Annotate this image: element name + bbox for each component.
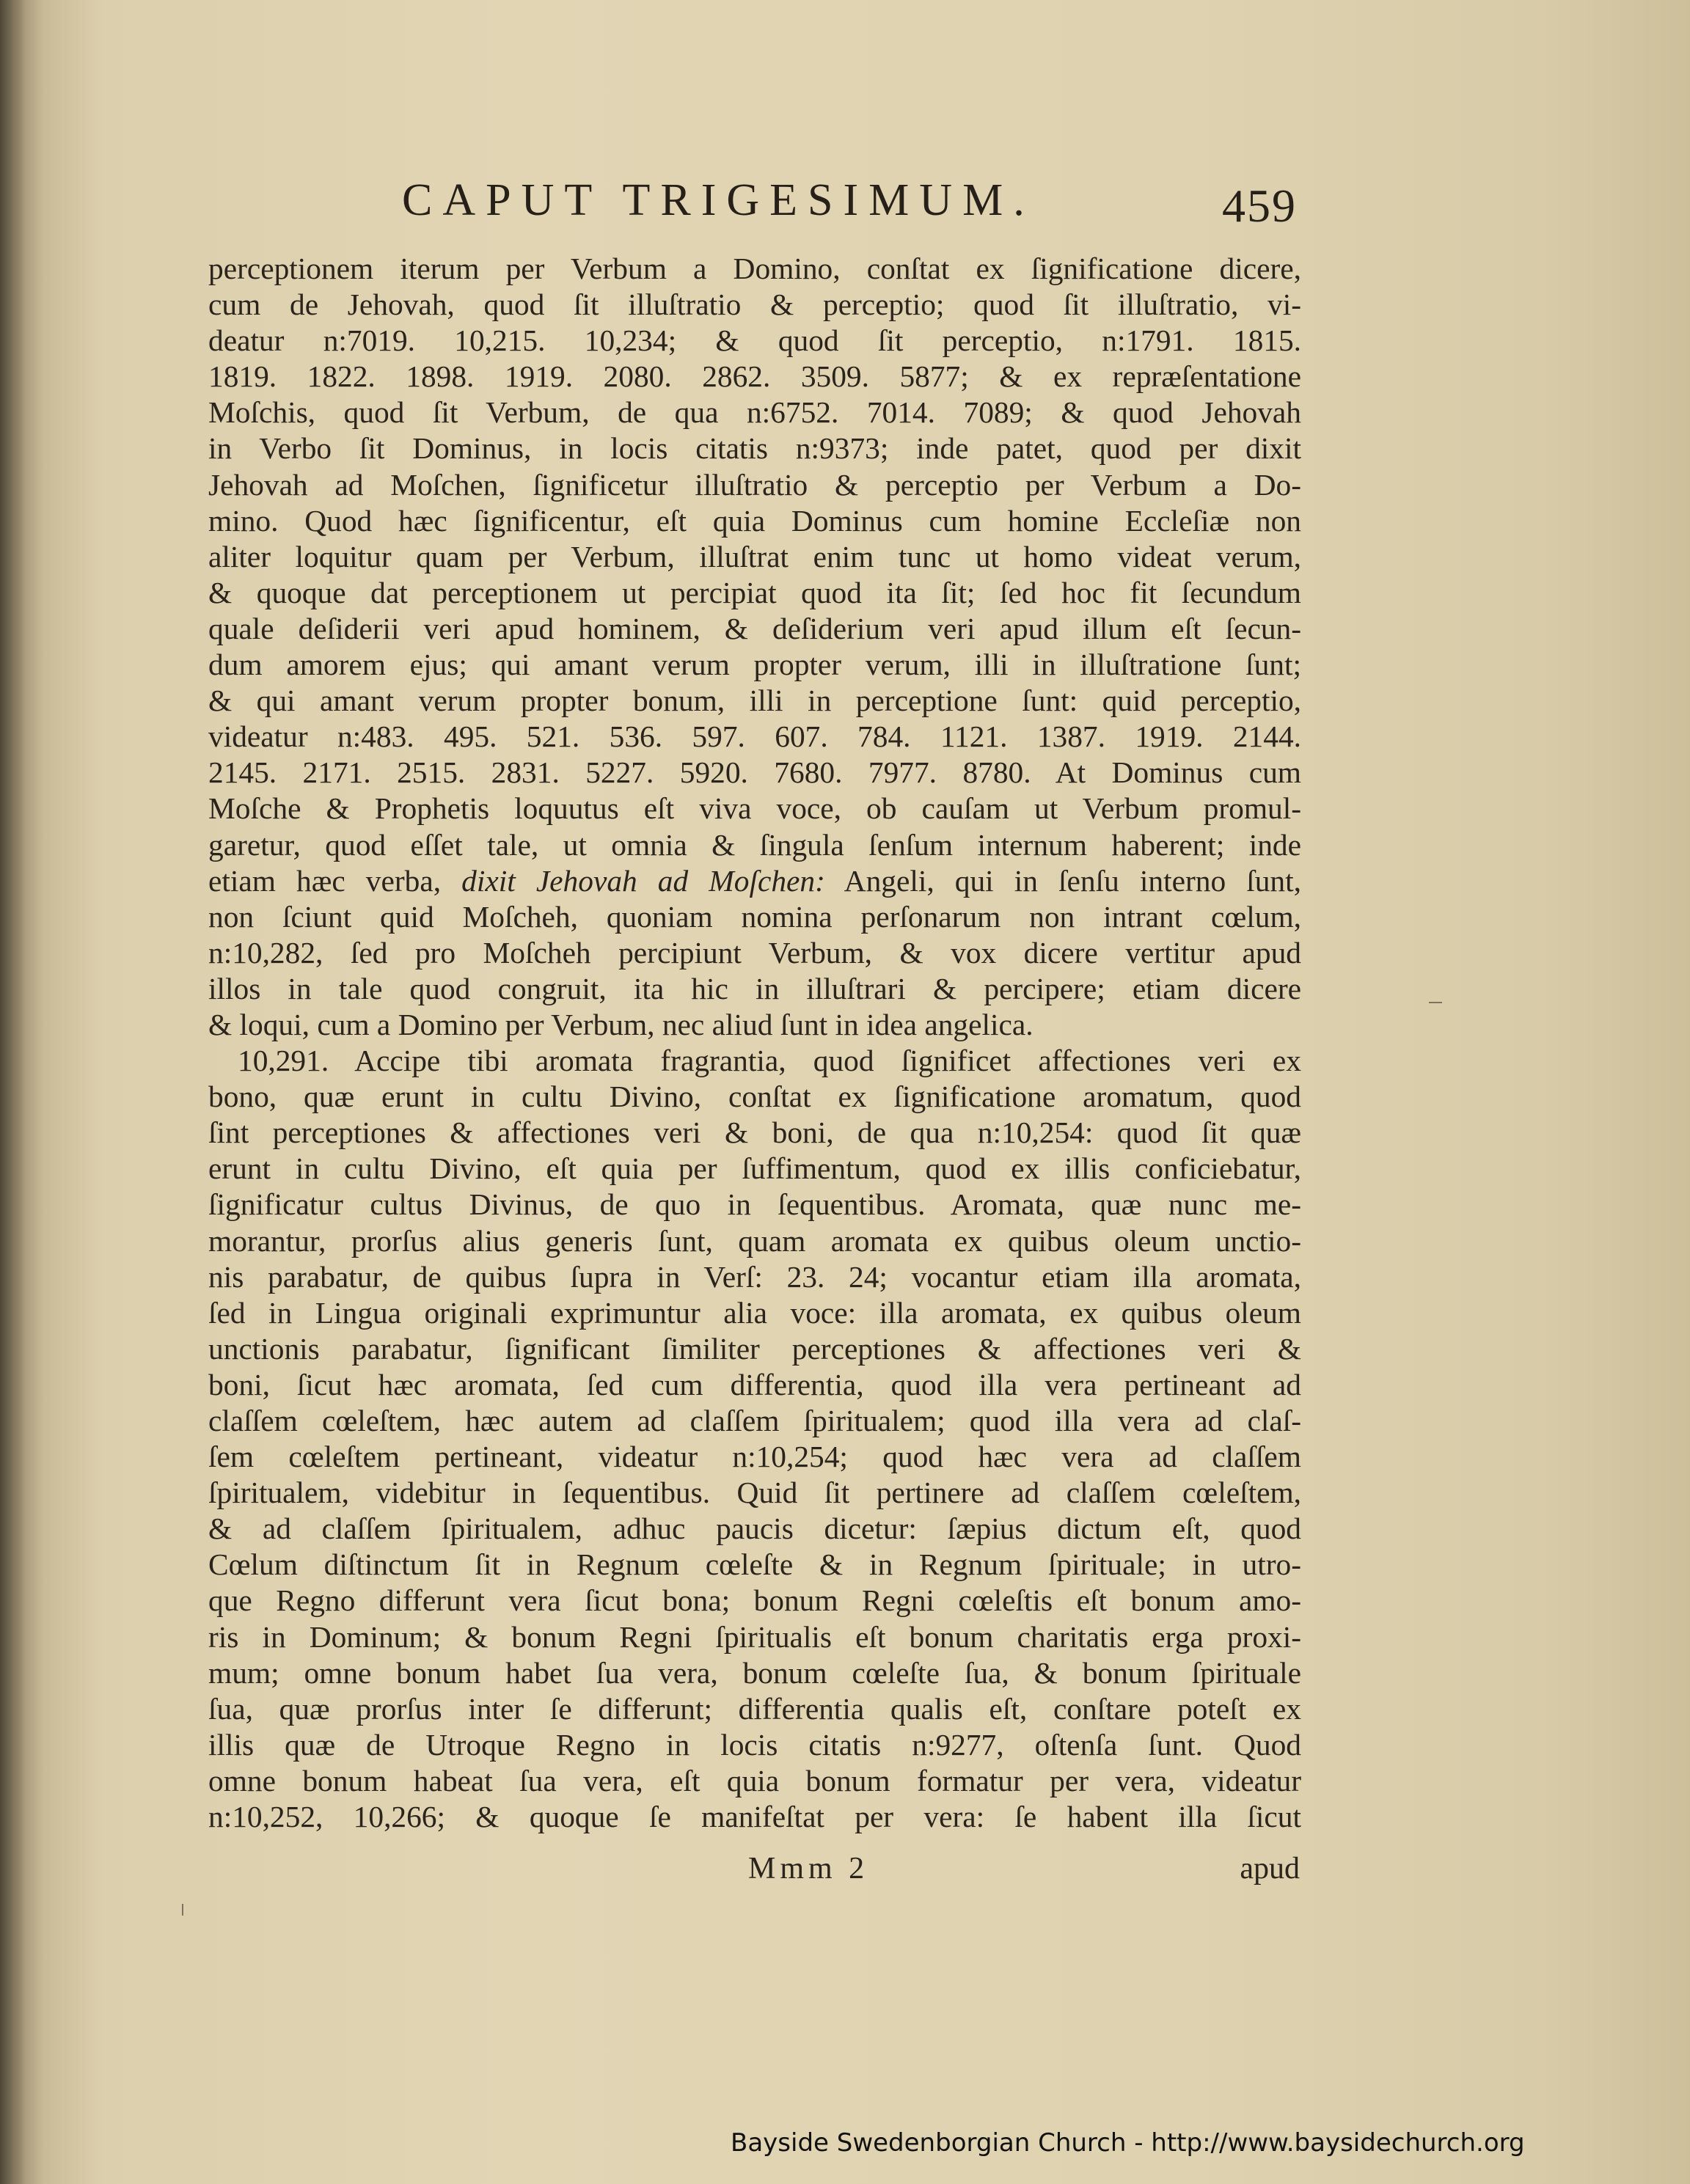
- margin-mark: [182, 1904, 183, 1916]
- text-line: n:10,282, ſed pro Moſcheh percipiunt Verbum, & vox dicere vertitur apud: [208, 935, 1301, 970]
- text-line: Moſchis, quod ſit Verbum, de qua n:6752. 7014. 7089; & quod Jehovah: [208, 395, 1301, 430]
- text-line: ſed in Lingua originali exprimuntur alia voce: illa aromata, ex quibus oleum: [208, 1295, 1301, 1330]
- footer-credit: Bayside Swedenborgian Church - http://www.baysidechurch.org: [731, 2128, 1525, 2158]
- margin-mark: [1429, 1002, 1442, 1003]
- text-line: in Verbo ſit Dominus, in locis citatis n:9373; inde patet, quod per dixit: [208, 431, 1301, 466]
- text-line: perceptionem iterum per Verbum a Domino, conſtat ex ſignificatione dicere,: [208, 252, 1301, 285]
- catchword: apud: [1240, 1852, 1300, 1886]
- text-line: ris in Dominum; & bonum Regni ſpiritualis eſt bonum charitatis erga proxi-: [208, 1619, 1301, 1654]
- text-line: boni, ſicut hæc aromata, ſed cum differentia, quod illa vera pertineant ad: [208, 1367, 1301, 1401]
- binding-edge: [0, 0, 25, 2184]
- text-line: cum de Jehovah, quod ſit illuſtratio & perceptio; quod ſit illuſtratio, vi-: [208, 287, 1301, 322]
- text-line: claſſem cœleſtem, hæc autem ad claſſem ſpiritualem; quod illa vera ad claſ-: [208, 1404, 1301, 1437]
- text-line-paragraph-end: & loqui, cum a Domino per Verbum, nec aliud ſunt in idea angelica.: [208, 1007, 1034, 1041]
- text-line: unctionis parabatur, ſignificant ſimiliter perceptiones & affectiones veri &: [208, 1331, 1301, 1366]
- text-line: & qui amant verum propter bonum, illi in perceptione ſunt: quid perceptio,: [208, 684, 1301, 718]
- paragraph-start-line: 10,291. Accipe tibi aromata fragrantia, quod ſignificet affectiones veri ex: [238, 1044, 1301, 1078]
- text-line: mum; omne bonum habet ſua vera, bonum cœleſte ſua, & bonum ſpirituale: [208, 1655, 1301, 1690]
- text-line: Cœlum diſtinctum ſit in Regnum cœleſte & in Regnum ſpirituale; in utro-: [208, 1547, 1301, 1582]
- text-line: nis parabatur, de quibus ſupra in Verſ: 23. 24; vocantur etiam illa aromata,: [208, 1259, 1301, 1294]
- text-line: 1819. 1822. 1898. 1919. 2080. 2862. 3509. 5877; & ex repræſentatione: [208, 359, 1301, 394]
- text-line: mino. Quod hæc ſignificentur, eſt quia Dominus cum homine Eccleſiæ non: [208, 503, 1301, 538]
- text-line: Jehovah ad Moſchen, ſignificetur illuſtratio & perceptio per Verbum a Do-: [208, 467, 1301, 502]
- text-line: omne bonum habeat ſua vera, eſt quia bonum formatur per vera, videatur: [208, 1763, 1301, 1798]
- text-line: n:10,252, 10,266; & quoque ſe manifeſtat per vera: ſe habent illa ſicut: [208, 1800, 1301, 1834]
- text-line: non ſciunt quid Moſcheh, quoniam nomina perſonarum non intrant cœlum,: [208, 899, 1301, 934]
- text-line: 2145. 2171. 2515. 2831. 5227. 5920. 7680. 7977. 8780. At Dominus cum: [208, 755, 1301, 790]
- text-line: garetur, quod eſſet tale, ut omnia & ſingula ſenſum internum haberent; inde: [208, 827, 1301, 862]
- text-line: deatur n:7019. 10,215. 10,234; & quod ſit perceptio, n:1791. 1815.: [208, 323, 1301, 358]
- text-line: illos in tale quod congruit, ita hic in illuſtrari & percipere; etiam dicere: [208, 971, 1301, 1005]
- text-line: & quoque dat perceptionem ut percipiat quod ita ſit; ſed hoc fit ſecundum: [208, 575, 1301, 609]
- text-segment: Angeli, qui in ſenſu interno ſunt,: [824, 863, 1301, 898]
- page-header: [402, 175, 1297, 241]
- signature-mark: Mmm 2: [748, 1852, 869, 1886]
- text-line: ſpiritualem, videbitur in ſequentibus. Quid ſit pertinere ad claſſem cœleſtem,: [208, 1476, 1301, 1510]
- text-line: Moſche & Prophetis loquutus eſt viva voce, ob cauſam ut Verbum promul-: [208, 791, 1301, 826]
- running-head: CAPUT TRIGESIMUM.: [402, 175, 1035, 225]
- text-line: ſem cœleſtem pertineant, videatur n:10,254; quod hæc vera ad claſſem: [208, 1440, 1301, 1474]
- body-text: [208, 251, 1301, 1835]
- text-line: que Regno differunt vera ſicut bona; bonum Regni cœleſtis eſt bonum amo-: [208, 1583, 1301, 1618]
- text-line: ſua, quæ prorſus inter ſe differunt; differentia qualis eſt, conſtare poteſt ex: [208, 1691, 1301, 1726]
- text-line: quale deſiderii veri apud hominem, & deſiderium veri apud illum eſt ſecun-: [208, 611, 1301, 645]
- text-line: & ad claſſem ſpiritualem, adhuc paucis dicetur: ſæpius dictum eſt, quod: [208, 1511, 1301, 1546]
- text-segment: etiam hæc verba,: [208, 863, 462, 898]
- text-line: videatur n:483. 495. 521. 536. 597. 607. 784. 1121. 1387. 1919. 2144.: [208, 719, 1301, 754]
- text-line: ſignificatur cultus Divinus, de quo in ſequentibus. Aromata, quæ nunc me-: [208, 1187, 1301, 1222]
- page-number: 459: [1222, 180, 1297, 232]
- text-line: illis quæ de Utroque Regno in locis citatis n:9277, oſtenſa ſunt. Quod: [208, 1727, 1301, 1762]
- text-line: bono, quæ erunt in cultu Divino, conſtat ex ſignificatione aromatum, quod: [208, 1080, 1301, 1114]
- text-line: morantur, prorſus alius generis ſunt, quam aromata ex quibus oleum unctio-: [208, 1223, 1301, 1258]
- text-line-with-italic: [208, 863, 1301, 899]
- text-line: ſint perceptiones & affectiones veri & boni, de qua n:10,254: quod ſit quæ: [208, 1115, 1301, 1150]
- italic-phrase: dixit Jehovah ad Moſchen:: [461, 863, 825, 898]
- text-line: aliter loquitur quam per Verbum, illuſtrat enim tunc ut homo videat verum,: [208, 539, 1301, 574]
- text-line: dum amorem ejus; qui amant verum propter verum, illi in illuſtratione ſunt;: [208, 648, 1301, 682]
- text-line: erunt in cultu Divino, eſt quia per ſuffimentum, quod ex illis conficiebatur,: [208, 1151, 1301, 1186]
